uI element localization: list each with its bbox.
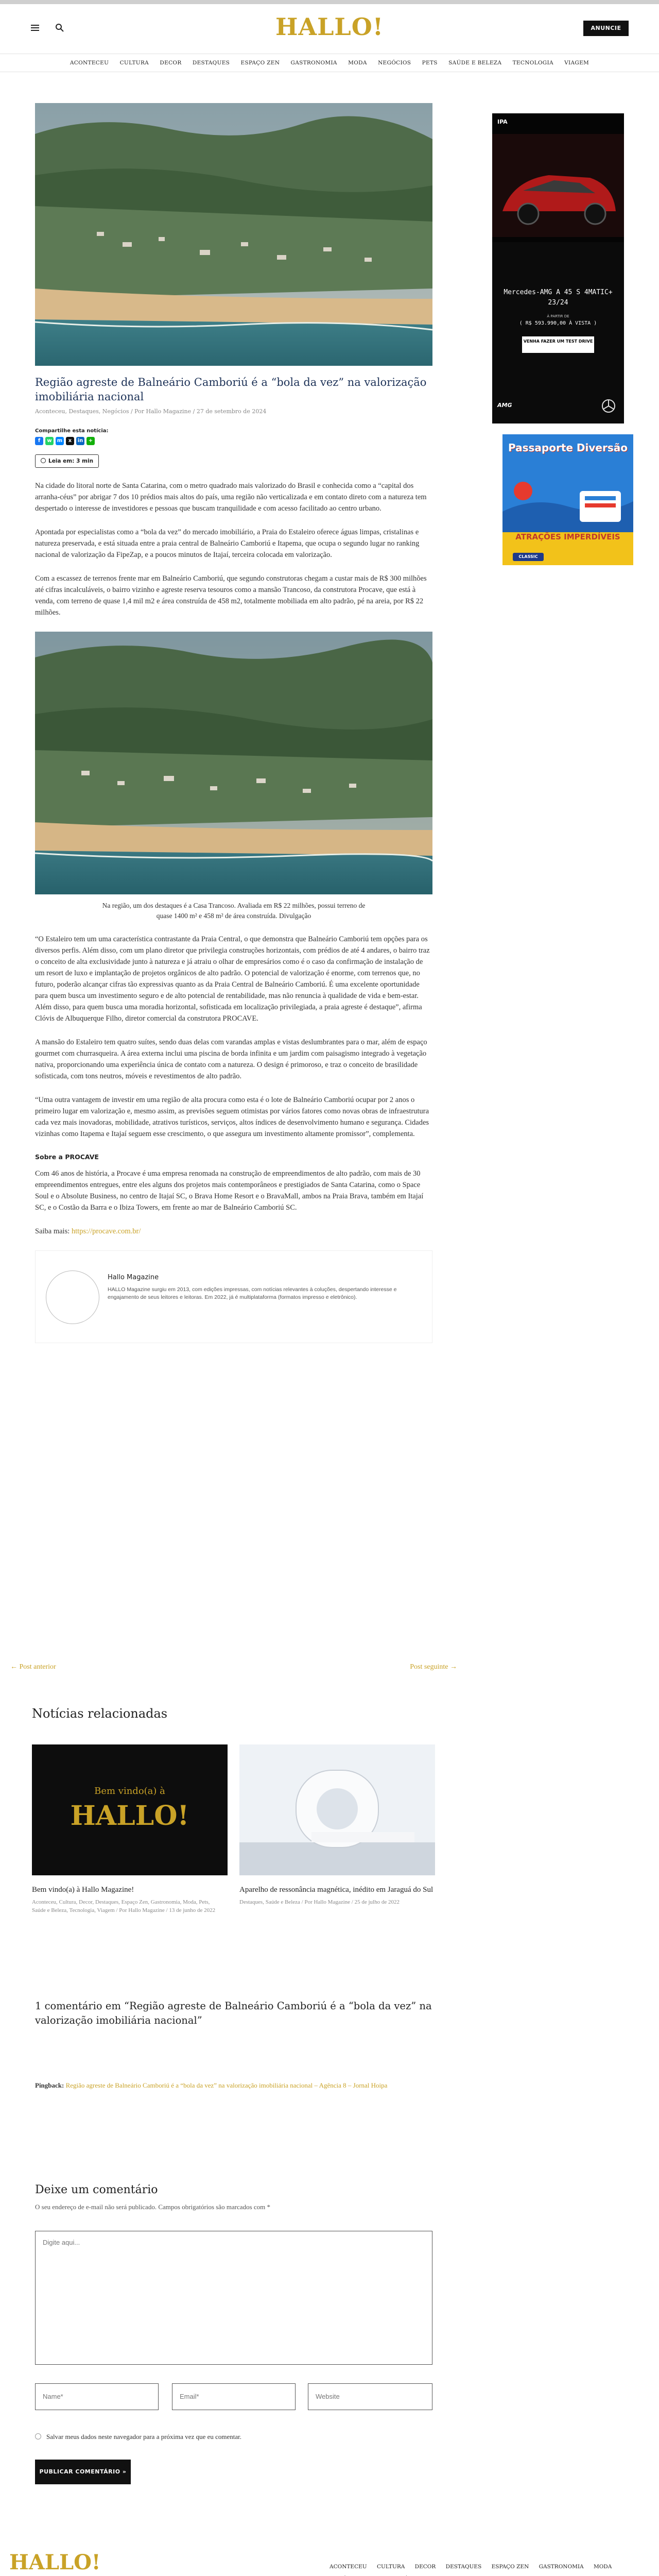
saiba-mais xyxy=(35,1226,432,1237)
read-time-badge xyxy=(35,454,99,468)
related-item-title[interactable]: Bem vindo(a) à Hallo Magazine! xyxy=(32,1886,134,1894)
author-name[interactable]: Hallo Magazine xyxy=(108,1274,159,1281)
ad-price-label: À PARTIR DE xyxy=(547,314,569,318)
email-field[interactable]: Email* xyxy=(172,2383,296,2410)
pingback-link[interactable]: Região agreste de Balneário Camboriú é a “bola da vez” na valorização imobiliária nacional – Agência 8 – Jornal Hoipa xyxy=(65,2081,388,2089)
footer-nav-item[interactable]: DECOR xyxy=(414,2564,436,2570)
paragraph: Com a escassez de terrenos frente mar em Balneário Camboriú, que segundo construtoras chegam a custar mais de R$ 300 milhões até cifras incalculáveis, o bairro vizinho e agreste reserva tesouros como a mansão Trancoso, da construtora Procave, que está à venda, com terreno de quase 1,4 mil m2 e área construída de 458 m2, totalmente mobiliada em alto padrão, pé na areia, por R$ 22 milhões. xyxy=(35,574,427,617)
nav-item[interactable]: DESTAQUES xyxy=(192,60,230,66)
pingback-label: Pingback: xyxy=(35,2081,66,2089)
passaporte-ad[interactable] xyxy=(502,434,633,565)
ad2-title: Passaporte Diversão xyxy=(508,442,628,454)
section-heading: Sobre a PROCAVE xyxy=(35,1153,99,1161)
thumb-logo: HALLO! xyxy=(70,1800,189,1832)
next-post-link[interactable]: Post seguinte → xyxy=(410,1663,457,1671)
checkbox-box[interactable] xyxy=(35,2433,41,2439)
author-bio: HALLO Magazine surgiu em 2013, com edições impressas, com notícias relevantes à coluções, despertando interesse e engajamento de seus leitores e leitoras. Em 2022, já é multiplataforma (formatos impresso e eletrônico). xyxy=(108,1286,397,1300)
ad-price: ( R$ 593.990,00 À VISTA ) xyxy=(519,320,597,326)
nav-item[interactable]: DECOR xyxy=(160,60,182,66)
top-strip xyxy=(0,0,659,4)
paragraph: A mansão do Estaleiro tem quatro suítes, sendo duas delas com varandas amplas e vistas deslumbrantes para o mar, além de espaço gourmet com churrasqueira. A área externa inclui uma piscina de borda infinita e um jardim com paisagismo integrado à vegetação nativa, proporcionando uma experiência única de contato com a natureza. O design é primoroso, e traz o conceito de brasilidade sofisticada, com tons neutros, móveis e revestimentos de alto padrão. xyxy=(35,1038,427,1080)
related-card[interactable] xyxy=(32,1744,228,1914)
related-item-title[interactable]: Aparelho de ressonância magnética, inédito em Jaraguá do Sul xyxy=(239,1886,433,1894)
paragraph: Com 46 anos de história, a Procave é uma empresa renomada na construção de empreendimentos de alto padrão, com mais de 30 empreendimentos entregues, entre eles alguns dos projetos mais contemporâneos e prestigiados de Santa Catarina, como o Space Soul e o Absolute Business, no centro de Itajaí SC, o Brava Home Resort e o BravaMall, ambos na Praia Brava, também em Itajaí SC, e o Costão da Barra e o Ibiza Towers, em frente ao mar de Balneário Camboriú SC. xyxy=(35,1170,424,1212)
nav-item[interactable]: SAÚDE E BELEZA xyxy=(448,60,502,66)
ad-cta[interactable]: VENHA FAZER UM TEST DRIVE xyxy=(523,339,593,344)
ad-model: Mercedes-AMG A 45 S 4MATIC+ xyxy=(504,289,613,296)
paragraph: “Uma outra vantagem de investir em uma região de alta procura como esta é o lote de Balneário Camboriú ocupar por 2 anos o primeiro lugar em valorização e, mesmo assim, as previsões seguem otimistas por vários fatores como novas obras de infraestrutura cada vez mais inovadoras, mobilidade, atrativos turísticos, serviços, altos índices de desenvolvimento humano e segurança. Cidades vizinhas como Itapema e Itajaí seguem esse crescimento, o que assegura um investimento altamente promissor”, complementa. xyxy=(35,1096,429,1138)
article xyxy=(35,103,432,1343)
nav-item[interactable]: ESPAÇO ZEN xyxy=(240,60,280,66)
hero-image xyxy=(35,103,432,366)
image-caption: Na região, um dos destaques é a Casa Trancoso. Avaliada em R$ 22 milhões, possui terreno de quase 1400 m² e 458 m² de área construída. Divulgação xyxy=(102,902,366,920)
mercedes-ad[interactable] xyxy=(492,113,624,423)
avatar xyxy=(46,1270,99,1324)
search-icon[interactable] xyxy=(55,23,65,33)
pingback xyxy=(35,2080,432,2091)
menu-icon[interactable] xyxy=(31,25,39,31)
comment-textarea[interactable]: Digite aqui... xyxy=(35,2231,432,2365)
paragraph: “O Estaleiro tem um uma característica contrastante da Praia Central, o que demonstra que Balneário Camboriú tem opções para os diversos perfis. Além disso, com um plano diretor que privilegia construções horizontais, com prédios de até 4 andares, o bairro traz o conceito de alta exclusividade junto à natureza e já atraiu o olhar de empresários como é o caso da confirmação de instalação de um resort de luxo e implantação de projetos orgânicos de alto padrão. O potencial de valorização é enorme, com terrenos que, no futuro, poderão alcançar cifras tão expressivas quanto as da Praia Central de Balneário Camboriú. É uma excelente oportunidade para quem busca um investimento seguro e de alto potencial de rentabilidade, mas não renuncia à qualidade de vida e bem-estar. Além disso, para quem busca uma moradia horizontal, sofisticada em localização privilegiada, a praia agreste é destaque”, afirma Clóvis de Albuquerque Filho, diretor comercial da construtora PROCAVE. xyxy=(35,935,430,1023)
messenger-share-icon[interactable]: m xyxy=(56,437,64,445)
related-thumb[interactable] xyxy=(239,1744,435,1875)
nav-item[interactable]: VIAGEM xyxy=(564,60,589,66)
nav-item[interactable]: PETS xyxy=(422,60,438,66)
ad-year: 23/24 xyxy=(548,299,568,307)
saiba-mais-label: Saiba mais: xyxy=(35,1227,72,1235)
ad-brand: IPA xyxy=(497,118,508,125)
paragraph: Na cidade do litoral norte de Santa Catarina, com o metro quadrado mais valorizado do Brasil e conhecida como a “capital dos arranha-céus” por abrigar 7 dos 10 prédios mais altos do país, uma região não verticalizada e em contato direto com a natureza tem despertado o interesse de investidores e pessoas que buscam tranquilidade e com acesso facilitado ao centro urbano. xyxy=(35,482,427,513)
related-item-meta: Aconteceu, Cultura, Decor, Destaques, Espaço Zen, Gastronomia, Moda, Pets, Saúde e Beleza, Tecnologia, Viagem / Por Hallo Magazine / 13 de junho de 2022 xyxy=(32,1899,216,1913)
x-share-icon[interactable]: x xyxy=(66,437,74,445)
logo-text: HALLO! xyxy=(275,13,384,41)
related-item-meta: Destaques, Saúde e Beleza / Por Hallo Magazine / 25 de julho de 2022 xyxy=(239,1899,400,1905)
procave-link[interactable]: https://procave.com.br/ xyxy=(71,1227,141,1235)
nav-item[interactable]: TECNOLOGIA xyxy=(512,60,553,66)
save-info-checkbox[interactable] xyxy=(35,2433,241,2441)
read-time-label: Leia em: 3 min xyxy=(48,458,94,464)
reply-note: O seu endereço de e-mail não será publicado. Campos obrigatórios são marcados com * xyxy=(35,2203,271,2211)
name-field[interactable]: Name* xyxy=(35,2383,159,2410)
ad2-tag: CLASSIC xyxy=(518,554,538,559)
facebook-share-icon[interactable]: f xyxy=(35,437,43,445)
submit-comment-button[interactable]: PUBLICAR COMENTÁRIO » xyxy=(35,2460,131,2484)
footer-nav xyxy=(330,2561,638,2576)
footer-nav-item[interactable]: ESPAÇO ZEN xyxy=(491,2564,529,2570)
save-info-label: Salvar meus dados neste navegador para a próxima vez que eu comentar. xyxy=(46,2433,242,2441)
article-image xyxy=(35,632,432,894)
ad2-subtitle: ATRAÇÕES IMPERDÍVEIS xyxy=(515,532,620,541)
site-logo[interactable] xyxy=(268,11,391,42)
footer-nav-item[interactable]: DESTAQUES xyxy=(445,2564,482,2570)
related-thumb[interactable] xyxy=(32,1744,228,1875)
reply-title: Deixe um comentário xyxy=(35,2183,158,2196)
share-buttons xyxy=(35,437,432,445)
site-footer xyxy=(0,2540,659,2576)
footer-logo[interactable]: HALLO! xyxy=(9,2550,101,2574)
ad-footer-brand: AMG xyxy=(497,402,512,409)
nav-item[interactable]: NEGÓCIOS xyxy=(378,60,411,66)
related-title: Notícias relacionadas xyxy=(32,1706,168,1721)
related-card[interactable] xyxy=(239,1744,435,1906)
footer-nav-item[interactable]: ACONTECEU xyxy=(330,2564,367,2570)
author-box xyxy=(35,1250,432,1343)
article-title: Região agreste de Balneário Camboriú é a “bola da vez” na valorização imobiliária nacional xyxy=(35,376,427,403)
share-label: Compartilhe esta notícia: xyxy=(35,428,109,434)
main-nav xyxy=(0,54,659,72)
site-header xyxy=(0,4,659,50)
nav-item[interactable]: MODA xyxy=(348,60,367,66)
article-body xyxy=(35,480,432,1237)
footer-nav-item[interactable]: MODA xyxy=(593,2564,612,2570)
nav-item[interactable]: GASTRONOMIA xyxy=(290,60,337,66)
footer-nav-item[interactable]: GASTRONOMIA xyxy=(539,2564,584,2570)
paragraph: Apontada por especialistas como a “bola da vez” do mercado imobiliário, a Praia do Estaleiro oferece águas limpas, cristalinas e natureza preservada, e está situada entre a praia central de Balneário Camboriú e Itapema, que ocupa o segundo lugar no ranking nacional de valorização da FipeZap, e a poucos minutos de Itajaí, terceira colocada em valorização. xyxy=(35,528,420,559)
comments-title: 1 comentário em “Região agreste de Balneário Camboriú é a “bola da vez” na valorização imobiliária nacional” xyxy=(35,2000,432,2026)
anuncie-button[interactable]: ANUNCIE xyxy=(583,21,629,36)
footer-nav-item[interactable]: CULTURA xyxy=(376,2564,405,2570)
post-navigation xyxy=(10,1663,457,1671)
whatsapp-share-icon[interactable]: w xyxy=(45,437,54,445)
nav-item[interactable]: CULTURA xyxy=(119,60,149,66)
thumb-text: Bem vindo(a) à xyxy=(94,1786,165,1797)
article-meta: Aconteceu, Destaques, Negócios / Por Hallo Magazine / 27 de setembro de 2024 xyxy=(35,408,267,415)
clock-icon xyxy=(41,458,46,463)
nav-item[interactable]: ACONTECEU xyxy=(70,60,109,66)
addtoany-share-icon[interactable]: + xyxy=(86,437,95,445)
website-field[interactable]: Website xyxy=(308,2383,432,2410)
prev-post-link[interactable]: ← Post anterior xyxy=(10,1663,56,1671)
linkedin-share-icon[interactable]: in xyxy=(76,437,84,445)
